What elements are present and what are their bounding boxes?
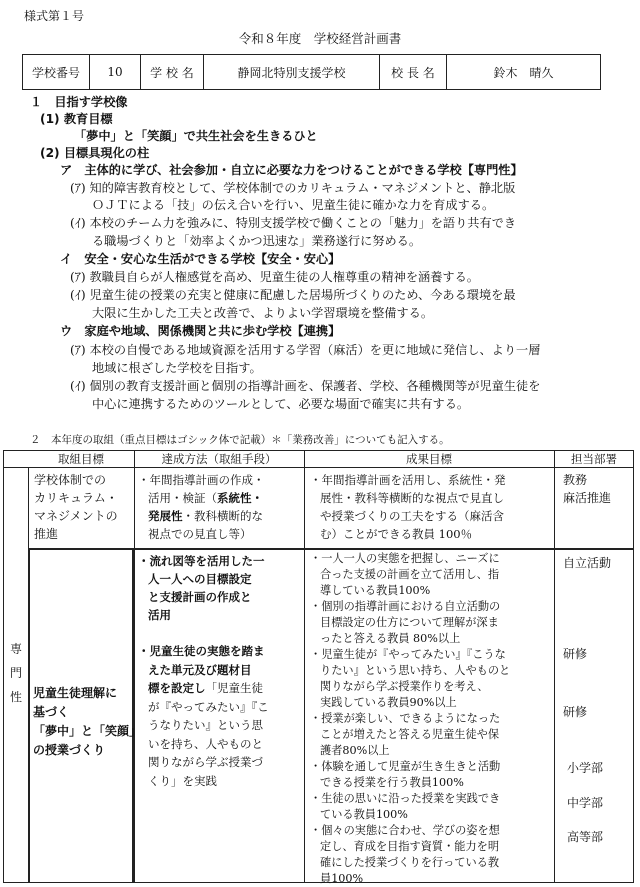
row1-outcome-line: む）ことができる教員 100％	[320, 527, 473, 541]
row1-method-bold: 発展性	[148, 509, 183, 523]
row1-method-line	[138, 507, 265, 525]
pillar-i-heading: イ 安全・安心な生活ができる学校【安全・安心】	[60, 252, 341, 266]
side-label-char: 専	[9, 642, 22, 656]
row2-dept-line: 研修	[563, 705, 588, 719]
col-line-method	[304, 451, 305, 882]
row2-outcome-line: 員100%	[320, 872, 364, 885]
document-title: 令和８年度 学校経営計画書	[238, 31, 402, 46]
row2-goal	[33, 684, 141, 760]
row2-goal-line: の授業づくり	[33, 743, 106, 757]
pillar-a-item1-line2: ＯＪＴによる「技」の伝え合いを行い、児童生徒に確かな力を育成する。	[92, 198, 495, 212]
row2-method2-text: 「児童生徒	[205, 681, 263, 695]
row2-outcome-line: 目標設定の仕方について理解が深ま	[320, 616, 499, 629]
row2-outcome-line: ている教員100%	[320, 808, 408, 821]
row2-method1-line: 活用	[148, 608, 171, 622]
row2-method2-line: えた単元及び題材目	[148, 662, 252, 677]
row2-method2-line: ・児童生徒の実態を踏ま	[138, 644, 265, 658]
row1-outcome-line: や授業づくりの工夫をする（麻活含	[320, 509, 504, 523]
pillar-u-heading: ウ 家庭や地域、関係機関と共に歩む学校【連携】	[60, 324, 341, 338]
row1-goal-line: カリキュラム・	[34, 491, 118, 505]
row1-method-line	[138, 489, 265, 507]
form-number: 様式第１号	[24, 9, 85, 23]
side-label-char: 門	[9, 666, 22, 680]
row2-outcome-line: 護者80%以上	[320, 744, 390, 757]
row2-outcome-line: ・個々の実態に合わせ、学びの姿を想	[310, 824, 500, 837]
row2-method2-line: うなりたい』という思	[148, 718, 263, 732]
row2-method1-line: と支援計画の作成と	[148, 590, 252, 604]
row2-method1-line: 人一人への目標設定	[148, 572, 252, 586]
row1-outcome-line: 展性・教科等横断的な視点で見直し	[320, 491, 504, 505]
row2-goal-line: 基づく	[33, 705, 70, 719]
school-name-label: 学 校 名	[141, 55, 204, 90]
row2-dept-line: 高等部	[567, 830, 604, 844]
row2-goal-line: 「夢中」と「笑顔」	[33, 724, 142, 738]
section1-title: １ 目指す学校像	[30, 95, 128, 109]
row2-method1	[138, 552, 265, 624]
row1-method-bold: 系統性・	[217, 491, 263, 505]
row2-outcome-line: ・個別の指導計画における自立活動の	[310, 600, 501, 613]
row1-outcome-line: ・年間指導計画を活用し、系統性・発	[310, 473, 506, 487]
row1-goal-line: 学校体制での	[34, 473, 107, 487]
row2-outcome-line: りたい』という思い持ち、人やものと	[320, 664, 511, 677]
row2-outcome-line: 導している教員100%	[320, 584, 431, 597]
principal-name-label: 校 長 名	[380, 55, 447, 90]
header-goal: 取組目標	[58, 452, 104, 466]
row1-method	[138, 471, 265, 543]
row2-outcome-line: できる授業を行う教員100%	[320, 776, 464, 789]
header-method: 達成方法（取組手段）	[161, 452, 277, 466]
pillar-a-item2-line2: る職場づくりと「効率よくかつ迅速な」業務遂行に努める。	[92, 234, 422, 248]
education-goal-heading: (1) 教育目標	[40, 112, 113, 126]
pillars-heading: (2) 目標具現化の柱	[40, 146, 150, 160]
row1-dept-line: 麻活推進	[563, 491, 612, 505]
row2-method1-line: ・流れ図等を活用した一	[138, 554, 265, 568]
pillar-i-item2-line1: (ｲ) 児童生徒の授業の充実と健康に配慮した居場所づくりのため、今ある環境を最	[70, 288, 516, 302]
side-label	[4, 637, 28, 709]
row2-outcome-line: 定し、育成を目指す資質・能力を明	[320, 840, 500, 853]
school-info-table	[22, 54, 601, 90]
row2-outcome-line: 合った支援の計画を立て活用し、指	[320, 568, 500, 581]
row2-outcome-line: ことが増えたと答える児童生徒や保	[320, 728, 500, 741]
row2-outcome-line: ったと答える教員 80%以上	[320, 632, 461, 645]
row2-outcome-line: ・一人一人の実態を把握し、ニーズに	[310, 552, 500, 565]
education-goal: 「夢中」と「笑顔」で共生社会を生きるひと	[74, 129, 318, 143]
row2-method2-line: が『やってみたい』『こ	[148, 699, 269, 714]
row2-outcome-line: ・授業が楽しい、できるようになった	[310, 712, 501, 725]
row2-method2-line: 関りながら学ぶ授業づ	[148, 755, 263, 769]
row2-method2-line: いを持ち、人やものと	[148, 736, 263, 751]
row1-goal-line: マネジメントの	[34, 509, 118, 523]
row2-method2-line	[138, 679, 269, 698]
pillar-u-item2-line2: 中心に連携するためのツールとして、必要な場面で確実に共有する。	[92, 397, 470, 411]
school-number-value: 10	[90, 55, 141, 90]
row2-method2-bold: 標を設定し	[148, 681, 206, 695]
row2-outcome-line: ・児童生徒が『やってみたい』『こうな	[310, 648, 506, 661]
row1-method-line: 視点での見直し等）	[148, 527, 252, 541]
pillar-a-item1-line1: (ｱ) 知的障害教育校として、学校体制でのカリキュラム・マネジメントと、静北版	[70, 181, 516, 195]
row1-dept	[563, 471, 611, 507]
pillar-a-heading: ア 主体的に学び、社会参加・自立に必要な力をつけることができる学校【専門性】	[60, 163, 523, 177]
row2-dept-line: 研修	[563, 647, 588, 661]
initiatives-table	[3, 450, 634, 883]
header-outcome: 成果目標	[406, 452, 452, 466]
principal-name-value: 鈴木 晴久	[447, 55, 601, 90]
row2-outcome-line: 確にした授業づくりを行っている教	[320, 856, 500, 869]
row2-method2-line: くり」を実践	[148, 773, 217, 788]
pillar-i-item2-line2: 大限に生かした工夫と改善で、よりよい学習環境を整備する。	[92, 306, 434, 320]
pillar-u-item1-line1: (ｱ) 本校の自慢である地域資源を活用する学習（麻活）を更に地域に発信し、より一層	[70, 343, 541, 357]
section2-title: ２ 本年度の取組（重点目標はゴシック体で記載）＊「業務改善」についても記入する。	[30, 434, 450, 446]
row2-dept-line: 自立活動	[563, 556, 612, 570]
row2-dept-line: 中学部	[567, 796, 604, 810]
row1-method-text: ・教科横断的な	[182, 509, 263, 523]
row-line-header	[4, 467, 633, 468]
row2-outcome-line: 実践している教員90%以上	[320, 696, 457, 709]
row1-goal	[34, 471, 118, 543]
header-dept: 担当部署	[571, 452, 617, 466]
row2-dept-line: 小学部	[567, 761, 604, 775]
row2-outcome-line: 関りながら学ぶ授業作りを考え、	[320, 680, 489, 693]
col-line-goal	[134, 451, 135, 882]
pillar-a-item2-line1: (ｲ) 本校のチーム力を強みに、特別支援学校で働くことの「魅力」を語り共有でき	[70, 216, 517, 230]
row2-goal-line: 児童生徒理解に	[33, 686, 118, 700]
row1-method-line: ・年間指導計画の作成・	[138, 473, 265, 487]
side-label-char: 性	[9, 690, 22, 704]
pillar-u-item1-line2: 地域に根ざした学校を目指す。	[92, 361, 262, 375]
row2-outcome-line: ・体験を通して児童が生き生きと活動	[310, 760, 501, 773]
row1-goal-line: 推進	[34, 527, 59, 541]
row1-method-text: 活用・検証（	[148, 491, 217, 505]
row2-outcome-line: ・生徒の思いに沿った授業を実践でき	[310, 792, 501, 805]
row1-dept-line: 教務	[563, 473, 588, 487]
row2-method2	[138, 642, 269, 790]
pillar-u-item2-line1: (ｲ) 個別の教育支援計画と個別の指導計画を、保護者、学校、各種機関等が児童生徒を	[70, 379, 541, 393]
col-line-outcome	[554, 451, 555, 882]
row2-outcomes	[310, 551, 510, 887]
school-name-value: 静岡北特別支援学校	[204, 55, 380, 90]
school-number-label: 学校番号	[23, 55, 90, 90]
row1-outcome	[310, 471, 506, 543]
pillar-i-item1-line1: (ｱ) 教職員自らが人権感覚を高め、児童生徒の人権尊重の精神を涵養する。	[70, 270, 479, 284]
